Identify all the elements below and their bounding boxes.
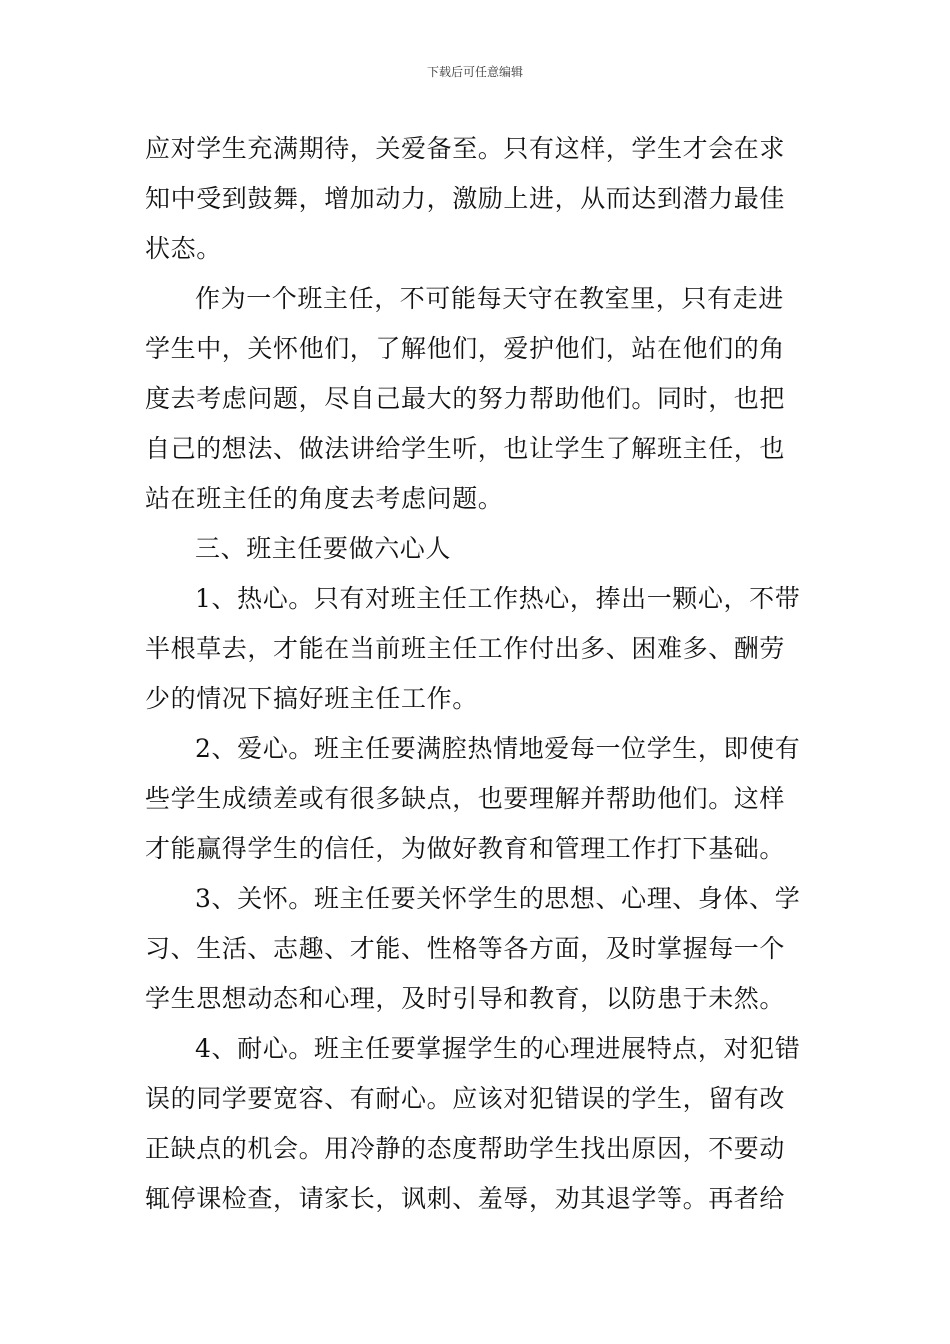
text-line: 习、生活、志趣、才能、性格等各方面，及时掌握每一个 [145, 934, 786, 963]
document-body [145, 124, 809, 1224]
text-line: 些学生成绩差或有很多缺点，也要理解并帮助他们。这样 [145, 784, 786, 813]
text-line: 自己的想法、做法讲给学生听，也让学生了解班主任，也 [145, 434, 786, 463]
text-line: 状态。 [145, 234, 222, 263]
text-line: 2、爱心。班主任要满腔热情地爱每一位学生，即使有 [195, 734, 801, 763]
text-line: 三、班主任要做六心人 [195, 534, 452, 563]
text-line: 正缺点的机会。用冷静的态度帮助学生找出原因，不要动 [145, 1134, 786, 1163]
text-line: 站在班主任的角度去考虑问题。 [145, 484, 504, 513]
text-line: 4、耐心。班主任要掌握学生的心理进展特点，对犯错 [195, 1034, 801, 1063]
text-line: 学生中，关怀他们，了解他们，爱护他们，站在他们的角 [145, 334, 786, 363]
text-line: 误的同学要宽容、有耐心。应该对犯错误的学生，留有改 [145, 1084, 786, 1113]
page-header: 下载后可任意编辑 [426, 65, 523, 79]
text-line: 作为一个班主任，不可能每天守在教室里，只有走进 [195, 284, 784, 313]
text-line: 半根草去，才能在当前班主任工作付出多、困难多、酬劳 [145, 634, 786, 663]
text-line: 1、热心。只有对班主任工作热心，捧出一颗心，不带 [195, 584, 801, 613]
text-line: 学生思想动态和心理，及时引导和教育，以防患于未然。 [145, 984, 786, 1013]
text-line: 3、关怀。班主任要关怀学生的思想、心理、身体、学 [195, 884, 801, 913]
text-line: 辄停课检查，请家长，讽刺、羞辱，劝其退学等。再者给 [145, 1184, 786, 1213]
text-line: 少的情况下搞好班主任工作。 [145, 684, 478, 713]
text-line: 知中受到鼓舞，增加动力，激励上进，从而达到潜力最佳 [145, 184, 786, 213]
text-line: 应对学生充满期待，关爱备至。只有这样，学生才会在求 [145, 134, 786, 163]
text-line: 才能赢得学生的信任，为做好教育和管理工作打下基础。 [145, 834, 786, 863]
text-line: 度去考虑问题，尽自己最大的努力帮助他们。同时，也把 [145, 384, 786, 413]
